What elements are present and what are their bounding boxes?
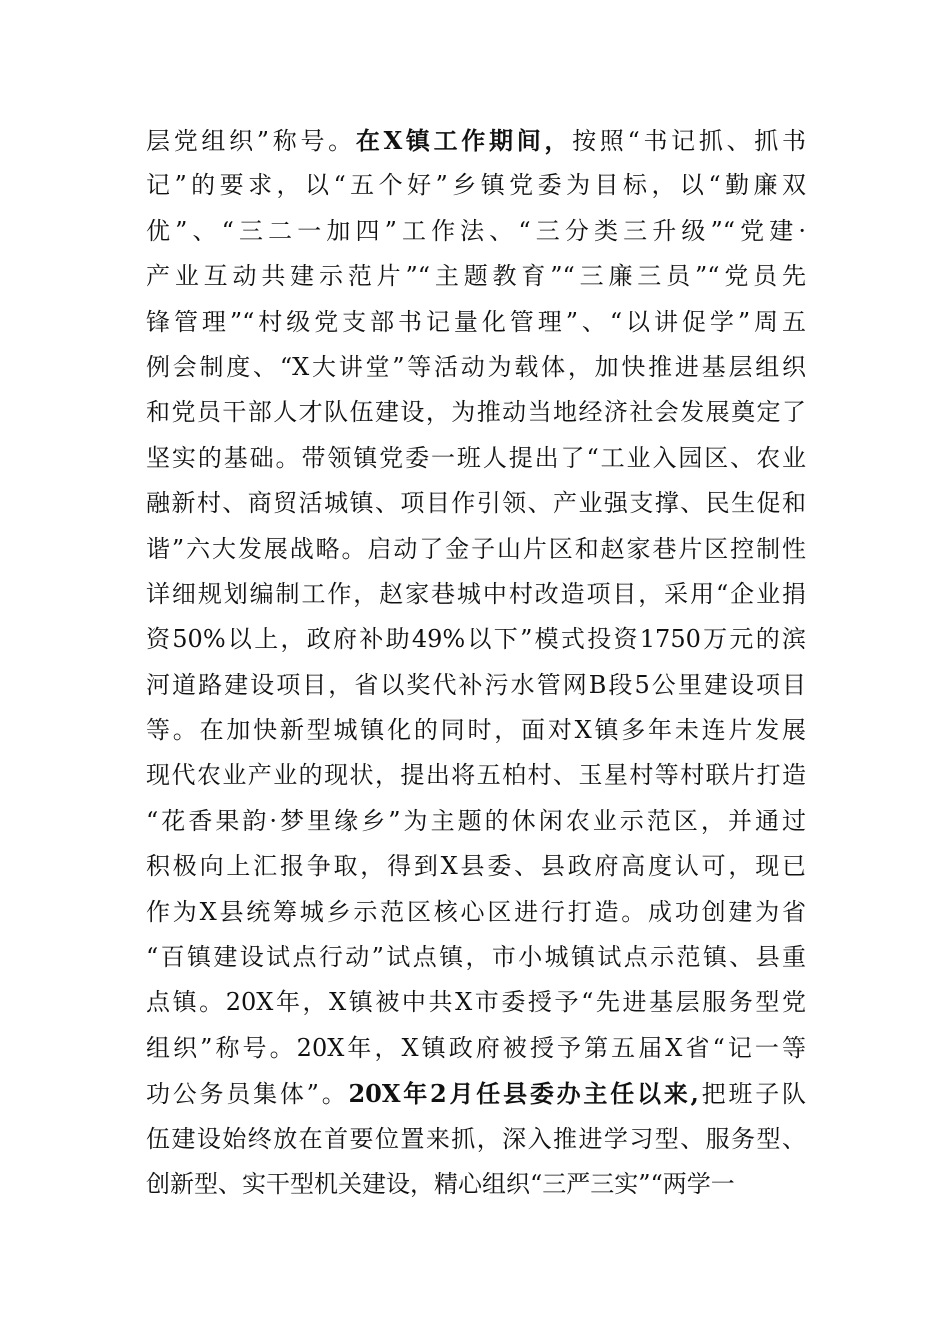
text-line: [146, 708, 806, 753]
text-line: [146, 390, 806, 435]
text-segment: 融新村、商贸活城镇、项目作引领、产业强支撑、民生促和: [146, 489, 806, 518]
text-segment: 层党组织”称号。: [146, 127, 356, 155]
text-line: [146, 1117, 806, 1162]
text-segment: 按照“书记抓、抓书: [572, 127, 806, 155]
text-segment: 作为X县统筹城乡示范区核心区进行打造。成功创建为省: [146, 897, 806, 926]
text-line: [146, 345, 806, 390]
text-segment: 和党员干部人才队伍建设，为推动当地经济社会发展奠定了: [146, 398, 806, 427]
text-segment: 产业互动共建示范片”“主题教育”“三廉三员”“党员先: [146, 262, 806, 291]
text-line: [146, 163, 806, 208]
text-line: [146, 527, 806, 572]
text-line: [146, 753, 806, 798]
text-segment: 河道路建设项目，省以奖代补污水管网B段5公里建设项目: [146, 670, 806, 699]
text-segment: 现代农业产业的现状，提出将五柏村、玉星村等村联片打造: [146, 761, 806, 790]
text-segment: 点镇。20X年，X镇被中共X市委授予“先进基层服务型党: [146, 988, 806, 1017]
bold-text-segment: 在X镇工作期间，: [355, 126, 573, 155]
text-line: [146, 254, 806, 299]
text-segment: 锋管理”“村级党支部书记量化管理”、“以讲促学”周五: [146, 307, 806, 336]
text-line: [146, 300, 806, 345]
text-segment: 组织”称号。20X年，X镇政府被授予第五届X省“记一等: [146, 1033, 806, 1062]
text-line: [146, 1026, 806, 1071]
text-line: [146, 980, 806, 1025]
text-segment: 把班子队: [698, 1080, 806, 1109]
text-segment: 例会制度、“X大讲堂”等活动为载体，加快推进基层组织: [146, 352, 806, 381]
text-segment: 坚实的基础。带领镇党委一班人提出了“工业入园区、农业: [146, 443, 806, 472]
text-segment: 优”、“三二一加四”工作法、“三分类三升级”“党建·: [146, 216, 806, 245]
text-line: [146, 844, 806, 889]
text-segment: 积极向上汇报争取，得到X县委、县政府高度认可，现已: [146, 852, 806, 881]
text-line: [146, 935, 806, 980]
text-line: [146, 1071, 806, 1116]
text-line: [146, 209, 806, 254]
text-segment: 资50%以上，政府补助49%以下”模式投资1750万元的滨: [146, 625, 806, 654]
text-segment: 伍建设始终放在首要位置来抓，深入推进学习型、服务型、: [146, 1124, 806, 1153]
text-line: [146, 799, 806, 844]
text-line: [146, 436, 806, 481]
body-text: [146, 118, 806, 1207]
text-line: [146, 481, 806, 526]
text-line: [146, 663, 806, 708]
text-segment: 创新型、实干型机关建设，精心组织“三严三实”“两学一: [146, 1169, 735, 1198]
text-segment: 谐”六大发展战略。启动了金子山片区和赵家巷片区控制性: [146, 534, 806, 563]
text-line: [146, 572, 806, 617]
text-segment: 记”的要求，以“五个好”乡镇党委为目标，以“勤廉双: [146, 171, 806, 200]
text-segment: “花香果韵·梦里缘乡”为主题的休闲农业示范区，并通过: [146, 806, 806, 835]
text-line: [146, 890, 806, 935]
text-line: [146, 617, 806, 662]
bold-text-segment: 20X年2月任县委办主任以来,: [348, 1079, 699, 1109]
text-segment: “百镇建设试点行动”试点镇，市小城镇试点示范镇、县重: [146, 943, 806, 972]
text-segment: 功公务员集体”。: [146, 1080, 349, 1109]
text-line: [146, 118, 806, 163]
text-segment: 等。在加快新型城镇化的同时，面对X镇多年未连片发展: [146, 716, 806, 745]
text-line: [146, 1162, 806, 1207]
text-segment: 详细规划编制工作，赵家巷城中村改造项目，采用“企业捐: [146, 579, 806, 608]
